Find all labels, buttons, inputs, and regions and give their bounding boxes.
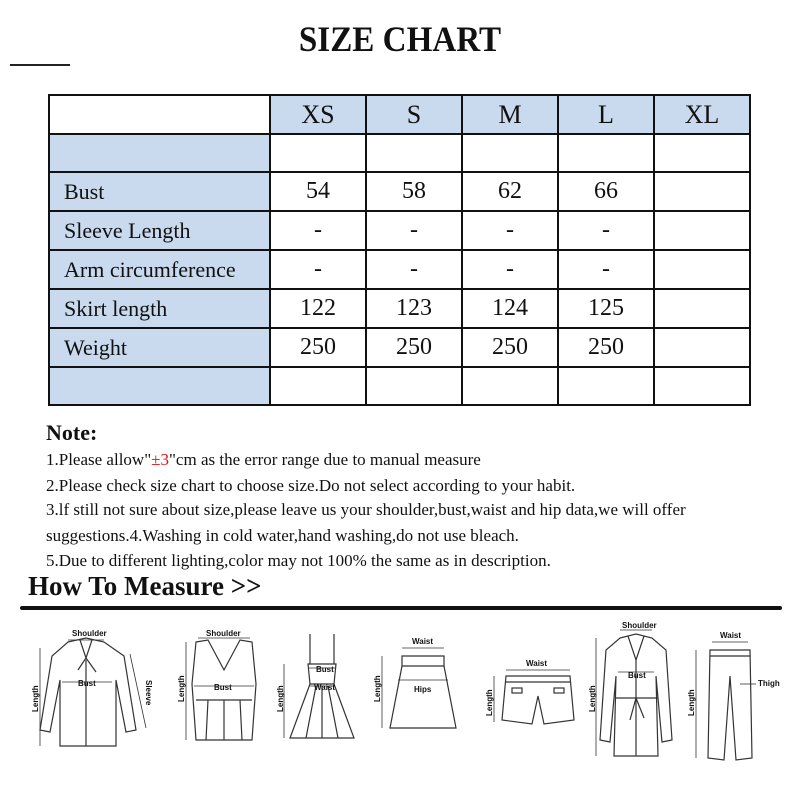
table-row-weight <box>49 328 750 367</box>
shorts-illustration <box>484 620 594 760</box>
skirt-illustration <box>372 620 472 760</box>
blouse-illustration <box>20 620 160 760</box>
table-cell: 54 <box>270 172 366 211</box>
table-row-empty-top <box>49 134 750 172</box>
top-illustration <box>174 620 274 760</box>
table-cell <box>558 367 654 405</box>
label-length: Length <box>485 689 494 716</box>
table-cell: 125 <box>558 289 654 328</box>
label-bust: Bust <box>628 671 646 680</box>
table-cell <box>462 367 558 405</box>
label-bust: Bust <box>316 665 334 674</box>
note-line-3-cont: suggestions.4.Washing in cold water,hand washing,do not use bleach. <box>46 526 519 545</box>
label-length: Length <box>177 675 186 702</box>
label-length: Length <box>276 685 285 712</box>
size-header-xl: XL <box>654 95 750 134</box>
label-length: Length <box>687 689 696 716</box>
table-cell: - <box>270 211 366 250</box>
row-label: Bust <box>49 172 270 211</box>
label-shoulder: Shoulder <box>72 629 107 638</box>
coat-figure <box>588 620 682 775</box>
label-thigh: Thigh <box>758 679 780 688</box>
top-figure <box>174 620 274 765</box>
row-label: Arm circumference <box>49 250 270 289</box>
table-row-bust <box>49 172 750 211</box>
table-row-sleeve-length <box>49 211 750 250</box>
table-cell: - <box>366 250 462 289</box>
page-title: SIZE CHART <box>298 19 502 59</box>
note-line-1-post: "cm as the error range due to manual measure <box>168 450 481 469</box>
table-cell <box>654 367 750 405</box>
table-cell: - <box>366 211 462 250</box>
table-cell <box>654 211 750 250</box>
note-line-1 <box>46 450 481 470</box>
measure-divider <box>20 606 782 610</box>
note-line-3: 3.lf still not sure about size,please leave us your shoulder,bust,waist and hip data,we will offer <box>46 500 686 519</box>
table-cell: 66 <box>558 172 654 211</box>
table-row-arm-circumference <box>49 250 750 289</box>
table-cell <box>654 134 750 172</box>
table-cell: 124 <box>462 289 558 328</box>
row-label: Weight <box>49 328 270 367</box>
table-cell: 62 <box>462 172 558 211</box>
size-header-xs: XS <box>270 95 366 134</box>
error-range-value: ±3 <box>151 450 169 469</box>
table-cell <box>366 134 462 172</box>
table-cell: 122 <box>270 289 366 328</box>
size-header-s: S <box>366 95 462 134</box>
note-line-5: 5.Due to different lighting,color may not 100% the same as in description. <box>46 551 551 570</box>
title-underline <box>10 64 70 66</box>
measure-illustrations <box>14 620 794 790</box>
header-corner-cell <box>49 95 270 134</box>
label-sleeve: Sleeve <box>144 680 153 706</box>
label-bust: Bust <box>214 683 232 692</box>
table-cell: 58 <box>366 172 462 211</box>
blouse-figure <box>20 620 160 765</box>
note-line-1-pre: 1.Please allow" <box>46 450 152 469</box>
label-shoulder: Shoulder <box>622 621 657 630</box>
table-cell: - <box>462 250 558 289</box>
table-row-empty-bottom <box>49 367 750 405</box>
row-label: Skirt length <box>49 289 270 328</box>
table-cell: 250 <box>366 328 462 367</box>
table-cell <box>270 367 366 405</box>
row-label: Sleeve Length <box>49 211 270 250</box>
table-cell <box>270 134 366 172</box>
table-cell <box>366 367 462 405</box>
note-line-2: 2.Please check size chart to choose size.Do not select according to your habit. <box>46 476 576 495</box>
table-cell <box>654 328 750 367</box>
size-header-m: M <box>462 95 558 134</box>
table-cell <box>654 289 750 328</box>
dress-figure <box>276 620 366 765</box>
table-cell: - <box>270 250 366 289</box>
size-table <box>48 94 751 406</box>
size-header-row <box>49 95 750 134</box>
table-cell <box>654 172 750 211</box>
coat-illustration <box>588 620 682 770</box>
table-cell <box>654 250 750 289</box>
label-waist: Waist <box>314 683 336 692</box>
table-row-skirt-length <box>49 289 750 328</box>
dress-illustration <box>276 620 366 760</box>
row-label <box>49 367 270 405</box>
table-cell <box>558 134 654 172</box>
trousers-illustration <box>682 620 782 770</box>
table-cell: - <box>558 250 654 289</box>
shorts-figure <box>484 620 594 765</box>
label-waist: Waist <box>412 637 434 646</box>
note-heading: Note: <box>46 420 98 445</box>
table-cell: 250 <box>462 328 558 367</box>
how-to-measure-heading: How To Measure >> <box>28 571 262 601</box>
label-length: Length <box>373 675 382 702</box>
trousers-figure <box>682 620 782 775</box>
label-bust: Bust <box>78 679 96 688</box>
label-hips: Hips <box>414 685 432 694</box>
skirt-figure <box>372 620 472 765</box>
label-waist: Waist <box>720 631 742 640</box>
table-cell: 250 <box>558 328 654 367</box>
table-cell: 123 <box>366 289 462 328</box>
label-length: Length <box>588 685 597 712</box>
label-waist: Waist <box>526 659 548 668</box>
label-shoulder: Shoulder <box>206 629 241 638</box>
table-cell: - <box>558 211 654 250</box>
table-cell <box>462 134 558 172</box>
size-header-l: L <box>558 95 654 134</box>
row-label <box>49 134 270 172</box>
table-cell: 250 <box>270 328 366 367</box>
label-length: Length <box>31 685 40 712</box>
table-cell: - <box>462 211 558 250</box>
